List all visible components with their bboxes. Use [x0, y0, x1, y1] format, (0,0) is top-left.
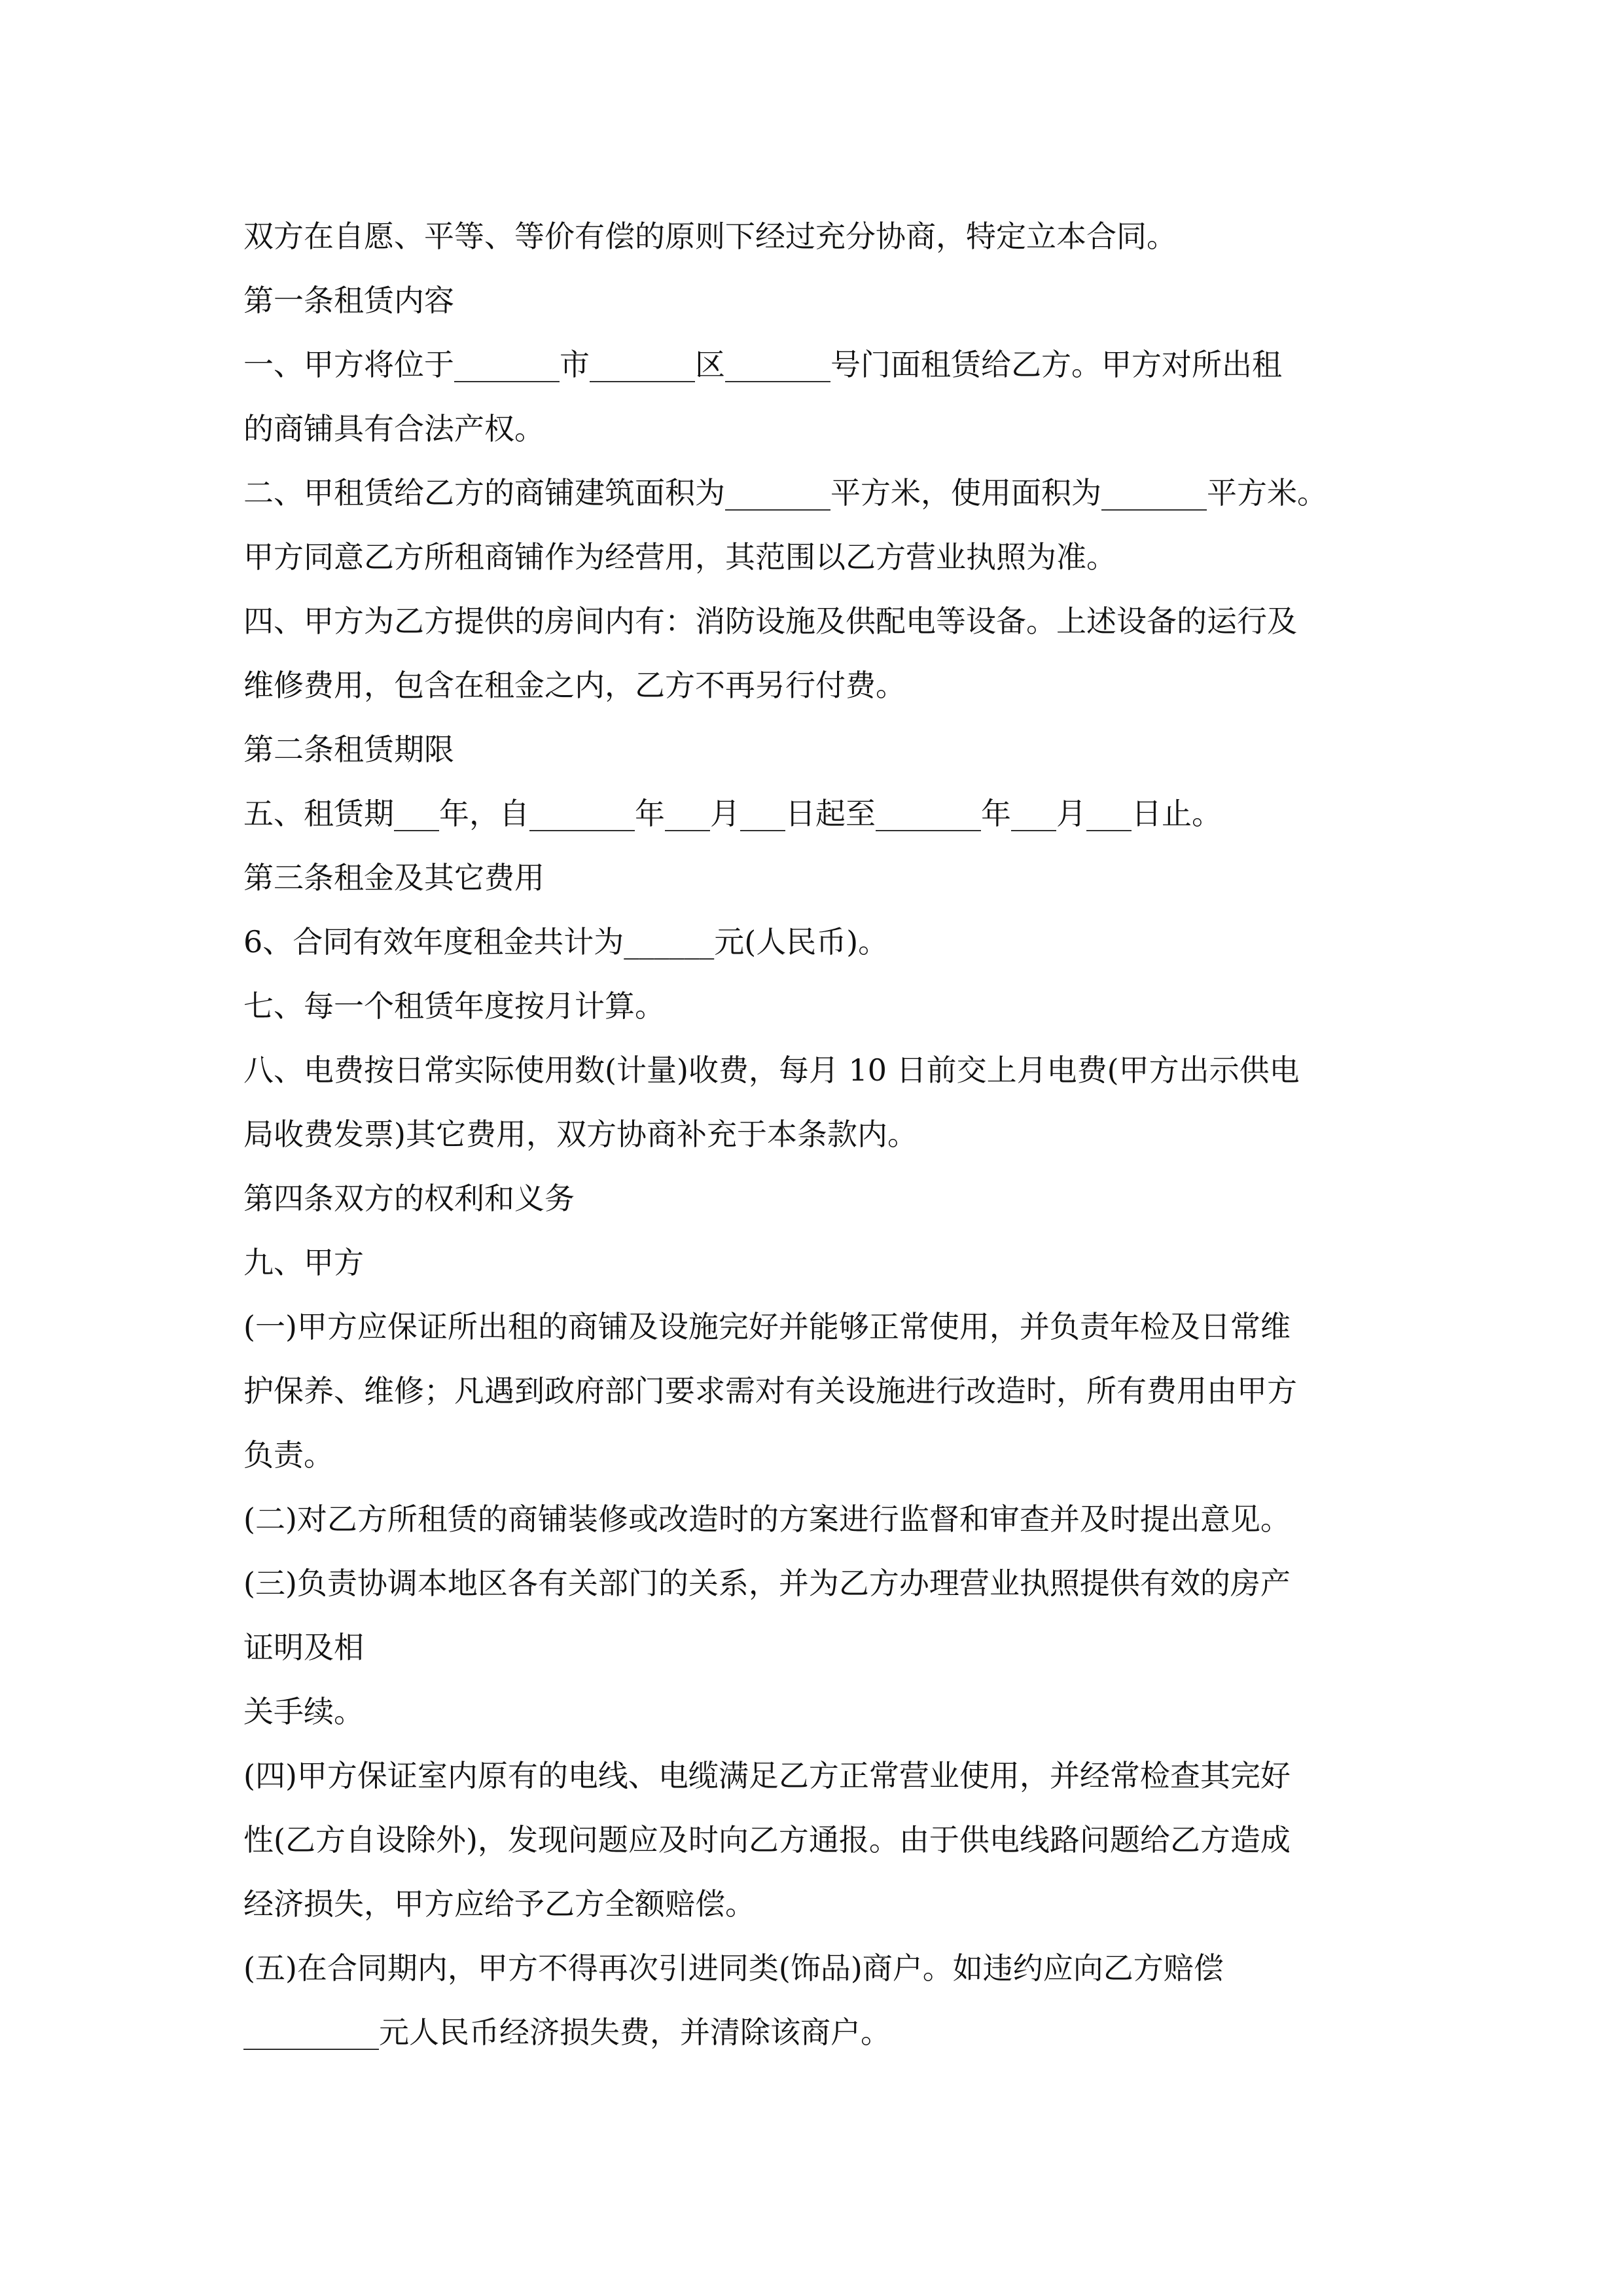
clause-2-line-2: 甲方同意乙方所租商铺作为经营用，其范围以乙方营业执照为准。	[243, 539, 1116, 575]
paragraph-intro: 双方在自愿、平等、等价有偿的原则下经过充分协商，特定立本合同。	[243, 219, 1177, 254]
clause-4-line-2: 维修费用，包含在租金之内，乙方不再另行付费。	[243, 668, 906, 703]
clause-2-line-1: 二、甲租赁给乙方的商铺建筑面积为_______平方米，使用面积为_______平方米。	[243, 475, 1327, 511]
item-1-line-2: 护保养、维修；凡遇到政府部门要求需对有关设施进行改造时，所有费用由甲方	[243, 1373, 1297, 1408]
article-4-heading: 第四条双方的权利和义务	[243, 1181, 575, 1216]
item-3-line-2: 证明及相	[243, 1630, 364, 1665]
clause-4-line-1: 四、甲方为乙方提供的房间内有：消防设施及供配电等设备。上述设备的运行及	[243, 603, 1297, 639]
item-5-line-2: _________元人民币经济损失费，并清除该商户。	[243, 2015, 891, 2050]
item-3-line-1: (三)负责协调本地区各有关部门的关系，并为乙方办理营业执照提供有效的房产	[243, 1566, 1291, 1601]
item-1-line-1: (一)甲方应保证所出租的商铺及设施完好并能够正常使用，并负责年检及日常维	[243, 1309, 1291, 1344]
clause-8-line-2: 局收费发票)其它费用，双方协商补充于本条款内。	[243, 1117, 918, 1152]
article-3-heading: 第三条租金及其它费用	[243, 860, 544, 895]
clause-9-heading: 九、甲方	[243, 1245, 364, 1280]
item-4-line-3: 经济损失，甲方应给予乙方全额赔偿。	[243, 1886, 755, 1922]
item-4-line-1: (四)甲方保证室内原有的电线、电缆满足乙方正常营业使用，并经常检查其完好	[243, 1758, 1291, 1793]
clause-6-line-1: 6、合同有效年度租金共计为______元(人民币)。	[243, 924, 889, 960]
clause-8-line-1: 八、电费按日常实际使用数(计量)收费，每月 10 日前交上月电费(甲方出示供电	[243, 1052, 1300, 1088]
article-1-heading: 第一条租赁内容	[243, 283, 454, 318]
item-1-line-3: 负责。	[243, 1437, 334, 1473]
clause-5-line-1: 五、租赁期___年，自_______年___月___日起至_______年___月___日止。	[243, 796, 1222, 831]
article-2-heading: 第二条租赁期限	[243, 732, 454, 767]
item-3-line-3: 关手续。	[243, 1694, 364, 1729]
clause-7-line-1: 七、每一个租赁年度按月计算。	[243, 988, 665, 1024]
contract-text	[243, 204, 1395, 2064]
item-2-line-1: (二)对乙方所租赁的商铺装修或改造时的方案进行监督和审查并及时提出意见。	[243, 1501, 1291, 1537]
clause-1-line-2: 的商铺具有合法产权。	[243, 411, 544, 446]
item-5-line-1: (五)在合同期内，甲方不得再次引进同类(饰品)商户。如违约应向乙方赔偿	[243, 1950, 1224, 1986]
clause-1-line-1: 一、甲方将位于_______市_______区_______号门面租赁给乙方。甲方对所出租	[243, 347, 1282, 382]
item-4-line-2: 性(乙方自设除外)，发现问题应及时向乙方通报。由于供电线路问题给乙方造成	[243, 1822, 1291, 1857]
